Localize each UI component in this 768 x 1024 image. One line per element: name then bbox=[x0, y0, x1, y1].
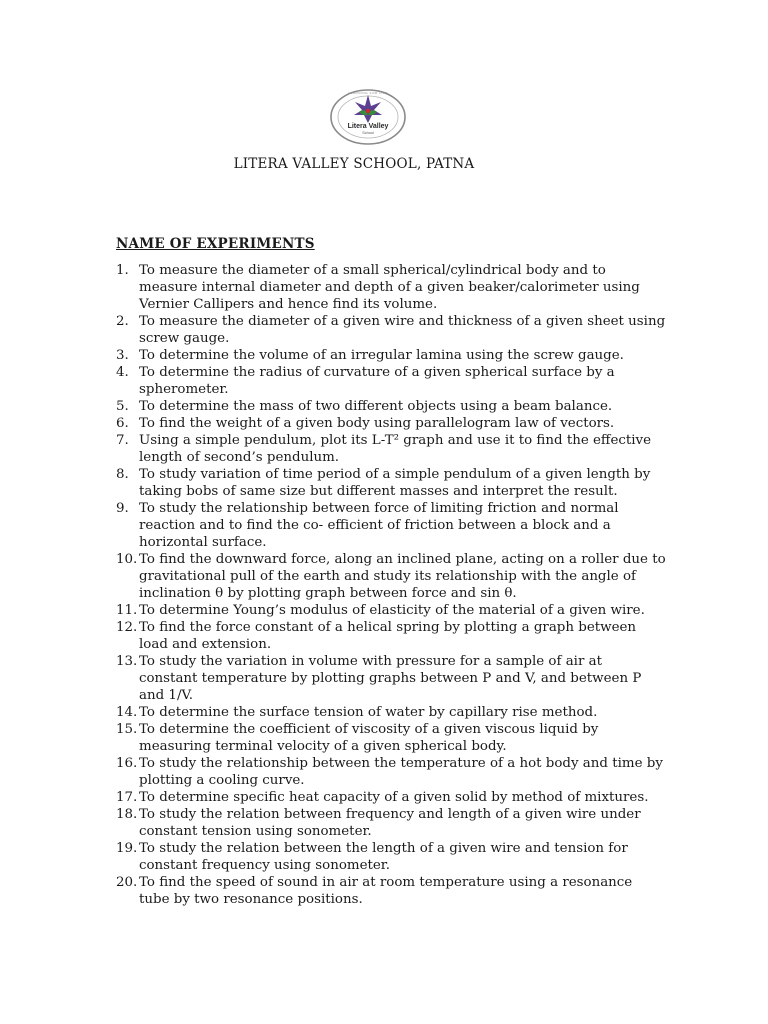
list-item bbox=[116, 466, 680, 500]
svg-text:LEARNING FOR LIFE: LEARNING FOR LIFE bbox=[348, 91, 388, 96]
list-item-text: To study variation of time period of a simple pendulum of a given length by bbox=[139, 467, 651, 482]
list-item bbox=[116, 347, 680, 364]
list-item-text: To measure the diameter of a given wire and thickness of a given sheet using bbox=[139, 314, 666, 329]
list-item-number: 14. bbox=[116, 705, 138, 720]
list-item-text: To study the relation between the length of a given wire and tension for bbox=[139, 841, 628, 856]
list-item-text: To determine the volume of an irregular lamina using the screw gauge. bbox=[139, 348, 624, 363]
list-item bbox=[116, 432, 680, 466]
list-item-text: and 1/V. bbox=[139, 688, 194, 703]
list-item bbox=[116, 313, 680, 347]
list-item-text: To study the relationship between force of limiting friction and normal bbox=[139, 501, 619, 516]
list-item-text: To find the weight of a given body using parallelogram law of vectors. bbox=[139, 416, 615, 431]
list-item bbox=[116, 653, 680, 704]
list-item-text: gravitational pull of the earth and study its relationship with the angle of bbox=[139, 569, 636, 584]
list-item-number: 15. bbox=[116, 722, 138, 737]
list-item-number: 12. bbox=[116, 620, 138, 635]
list-item-text: To determine specific heat capacity of a given solid by method of mixtures. bbox=[139, 790, 649, 805]
list-item bbox=[116, 551, 680, 602]
list-item-text: constant frequency using sonometer. bbox=[139, 858, 390, 873]
list-item-text: taking bobs of same size but different masses and interpret the result. bbox=[139, 484, 618, 499]
list-item-text: To find the downward force, along an inclined plane, acting on a roller due to bbox=[139, 552, 666, 567]
list-item-text: tube by two resonance positions. bbox=[139, 892, 363, 907]
list-item-text: inclination θ by plotting graph between force and sin θ. bbox=[139, 586, 517, 601]
list-item-text: To measure the diameter of a small spherical/cylindrical body and to bbox=[139, 263, 606, 278]
list-item-number: 18. bbox=[116, 807, 138, 822]
list-item-text: spherometer. bbox=[139, 382, 229, 397]
list-item-number: 10. bbox=[116, 552, 138, 567]
list-item-text: screw gauge. bbox=[139, 331, 230, 346]
school-name: LITERA VALLEY SCHOOL, PATNA bbox=[233, 156, 475, 172]
list-item-text: Using a simple pendulum, plot its L-T² graph and use it to find the effective bbox=[139, 433, 652, 448]
list-item-number: 1. bbox=[116, 263, 129, 278]
list-item-text: length of second’s pendulum. bbox=[139, 450, 340, 465]
list-item-text: horizontal surface. bbox=[139, 535, 267, 550]
list-item bbox=[116, 704, 680, 721]
list-item bbox=[116, 364, 680, 398]
list-item-number: 4. bbox=[116, 365, 129, 380]
list-item-text: To study the variation in volume with pressure for a sample of air at bbox=[139, 654, 602, 669]
svg-text:School: School bbox=[362, 131, 374, 135]
list-item-number: 9. bbox=[116, 501, 129, 516]
list-item bbox=[116, 500, 680, 551]
list-item-number: 5. bbox=[116, 399, 129, 414]
list-item-number: 8. bbox=[116, 467, 129, 482]
list-item bbox=[116, 874, 680, 908]
list-item bbox=[116, 755, 680, 789]
list-item-text: To determine the surface tension of water by capillary rise method. bbox=[139, 705, 598, 720]
list-item-text: plotting a cooling curve. bbox=[139, 773, 305, 788]
list-item-text: To determine Young’s modulus of elasticity of the material of a given wire. bbox=[139, 603, 645, 618]
list-item-number: 3. bbox=[116, 348, 129, 363]
list-item-text: To find the speed of sound in air at room temperature using a resonance bbox=[139, 875, 633, 890]
list-item-text: load and extension. bbox=[139, 637, 272, 652]
list-item bbox=[116, 840, 680, 874]
school-logo bbox=[329, 88, 407, 146]
svg-text:Litera Valley: Litera Valley bbox=[347, 123, 389, 130]
list-item-number: 19. bbox=[116, 841, 138, 856]
list-item bbox=[116, 789, 680, 806]
section-heading: NAME OF EXPERIMENTS bbox=[116, 236, 315, 252]
list-item-text: To study the relationship between the temperature of a hot body and time by bbox=[139, 756, 663, 771]
list-item-text: To find the force constant of a helical spring by plotting a graph between bbox=[139, 620, 637, 635]
list-item-number: 7. bbox=[116, 433, 129, 448]
list-item bbox=[116, 415, 680, 432]
list-item bbox=[116, 262, 680, 313]
list-item-number: 20. bbox=[116, 875, 138, 890]
list-item-text: To study the relation between frequency and length of a given wire under bbox=[139, 807, 641, 822]
list-item-text: reaction and to find the co- efficient of friction between a block and a bbox=[139, 518, 611, 533]
list-item-number: 16. bbox=[116, 756, 138, 771]
list-item-text: To determine the radius of curvature of a given spherical surface by a bbox=[139, 365, 615, 380]
list-item-text: Vernier Callipers and hence find its volume. bbox=[139, 297, 438, 312]
list-item bbox=[116, 602, 680, 619]
list-item-text: constant temperature by plotting graphs between P and V, and between P bbox=[139, 671, 642, 686]
list-item bbox=[116, 806, 680, 840]
experiment-list bbox=[116, 262, 680, 908]
list-item-number: 11. bbox=[116, 603, 138, 618]
list-item-text: To determine the coefficient of viscosity of a given viscous liquid by bbox=[139, 722, 599, 737]
list-item-number: 2. bbox=[116, 314, 129, 329]
list-item-number: 13. bbox=[116, 654, 138, 669]
list-item-text: To determine the mass of two different objects using a beam balance. bbox=[139, 399, 613, 414]
list-item bbox=[116, 619, 680, 653]
list-item bbox=[116, 721, 680, 755]
list-item-number: 17. bbox=[116, 790, 138, 805]
list-item bbox=[116, 398, 680, 415]
list-item-text: measuring terminal velocity of a given spherical body. bbox=[139, 739, 507, 754]
list-item-text: constant tension using sonometer. bbox=[139, 824, 372, 839]
list-item-number: 6. bbox=[116, 416, 129, 431]
list-item-text: measure internal diameter and depth of a given beaker/calorimeter using bbox=[139, 280, 640, 295]
